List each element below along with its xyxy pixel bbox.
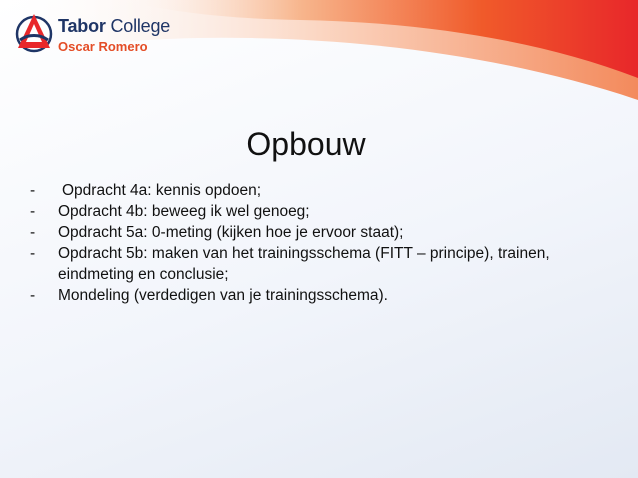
bullet-dash: -	[30, 287, 36, 304]
logo-name-bold: Tabor	[58, 16, 106, 36]
slide-title: Opbouw	[246, 126, 366, 162]
tabor-college-logo	[14, 10, 184, 54]
tabor-logo-mark-icon	[14, 10, 54, 54]
bullet-item	[24, 180, 604, 201]
logo-subname: Oscar Romero	[58, 39, 148, 54]
bullet-item	[24, 285, 604, 306]
bullet-text: Mondeling (verdedigen van je trainingsschema).	[58, 287, 388, 304]
bullet-item	[24, 243, 604, 285]
bullet-dash: -	[30, 182, 36, 199]
bullet-dash: -	[30, 203, 36, 220]
logo-name-light: College	[105, 16, 171, 36]
bullet-text: Opdracht 5a: 0-meting (kijken hoe je ervoor staat);	[58, 224, 404, 241]
bullet-dash: -	[30, 224, 36, 241]
bullet-dash: -	[30, 245, 36, 262]
slide-title-wrap	[0, 126, 612, 163]
logo-name	[58, 16, 170, 37]
bullet-item	[24, 201, 604, 222]
bullet-text: Opdracht 5b: maken van het trainingsschema (FITT – principe), trainen, eindmeting en conclusie;	[58, 245, 550, 283]
bullet-list	[24, 180, 604, 306]
bullet-text: Opdracht 4b: beweeg ik wel genoeg;	[58, 203, 310, 220]
bullet-item	[24, 222, 604, 243]
bullet-text: Opdracht 4a: kennis opdoen;	[62, 182, 262, 199]
